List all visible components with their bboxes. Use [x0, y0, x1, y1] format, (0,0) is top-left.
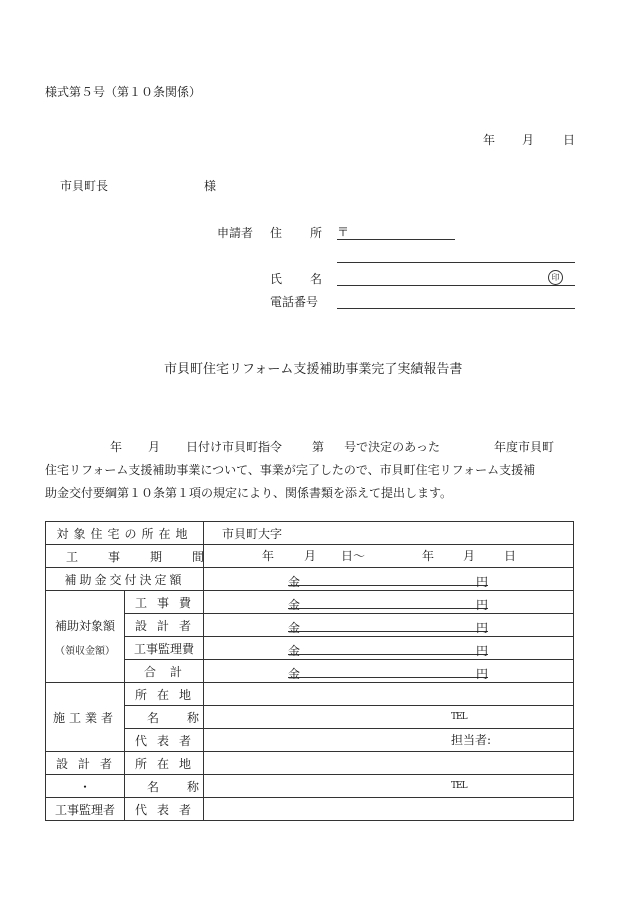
- construction-amount-cell[interactable]: [204, 591, 574, 614]
- subsidy-sub-label: （領収金額）: [55, 645, 115, 657]
- decision-label-cell: [46, 568, 204, 591]
- row-subsidy-supervision: [46, 637, 574, 660]
- decision-kin: 金: [288, 575, 301, 589]
- designer-en: 円: [476, 621, 489, 635]
- supervision-kin: 金: [288, 644, 301, 658]
- body-dai: 第: [312, 440, 325, 454]
- designer-kin: 金: [288, 621, 301, 635]
- supervision-amount-cell[interactable]: [204, 637, 574, 660]
- subsidy-row-designer: 設計者: [125, 614, 204, 637]
- address-label-2: 所: [310, 226, 323, 240]
- designer-label-2: ・: [46, 775, 125, 798]
- report-table: [45, 521, 574, 821]
- name-field[interactable]: [337, 285, 575, 286]
- postal-code-field[interactable]: [337, 239, 455, 240]
- period-month-2: 月: [463, 549, 476, 563]
- body-line-3: 助金交付要綱第１０条第１項の規定により、関係書類を添えて提出します。: [45, 486, 453, 500]
- decision-value-cell[interactable]: [204, 568, 574, 591]
- construction-en: 円: [476, 598, 489, 612]
- period-year-1: 年: [262, 549, 275, 563]
- designer-tel-label: TEL: [451, 781, 467, 791]
- designer-rep-cell[interactable]: [204, 798, 574, 821]
- applicant-label: 申請者: [217, 226, 254, 240]
- designer-address-cell[interactable]: [204, 752, 574, 775]
- designer-address-label: 所在地: [125, 752, 204, 775]
- contractor-name-label: 名称: [125, 706, 204, 729]
- body-nendo: 年度市貝町: [493, 440, 554, 454]
- row-subsidy-construction: [46, 591, 574, 614]
- date-day: 日: [563, 133, 576, 147]
- total-kin: 金: [288, 667, 301, 681]
- period-label-cell: [46, 545, 235, 568]
- contractor-name-cell[interactable]: [204, 706, 574, 729]
- subsidy-label: 補助対象額: [54, 618, 115, 633]
- form-number: 様式第５号（第１０条関係）: [45, 85, 202, 99]
- supervision-en: 円: [476, 644, 489, 658]
- row-subsidy-total: [46, 660, 574, 683]
- row-contractor-name: [46, 706, 574, 729]
- subsidy-row-construction: 工事費: [125, 591, 204, 614]
- total-amount-cell[interactable]: [204, 660, 574, 683]
- period-month-1: 月: [304, 549, 317, 563]
- contractor-address-cell[interactable]: [204, 683, 574, 706]
- date-month: 月: [522, 133, 535, 147]
- period-year-2: 年: [422, 549, 435, 563]
- body-go-text: 号で決定のあった: [344, 440, 440, 454]
- row-designer-rep: [46, 798, 574, 821]
- body-year: 年: [110, 440, 123, 454]
- decision-en: 円: [476, 575, 489, 589]
- name-label-2: 名: [310, 272, 323, 286]
- addressee-name: 市貝町長: [60, 179, 109, 193]
- designer-label-3: 工事監理者: [46, 798, 125, 821]
- location-label: 対象住宅の所在地: [56, 526, 193, 541]
- row-location: [46, 522, 574, 545]
- subsidy-label-cell: [46, 591, 125, 683]
- row-contractor-address: [46, 683, 574, 706]
- seal-icon: 印: [548, 270, 563, 285]
- document-title: 市貝町住宅リフォーム支援補助事業完了実績報告書: [164, 362, 463, 377]
- construction-kin: 金: [288, 598, 301, 612]
- name-label-1: 氏: [270, 272, 283, 286]
- contractor-tel-label: TEL: [451, 712, 467, 722]
- period-day-1: 日～: [341, 549, 366, 563]
- body-month: 月: [148, 440, 161, 454]
- date-year: 年: [483, 133, 496, 147]
- row-contractor-rep: [46, 729, 574, 752]
- body-day-text: 日付け市貝町指令: [186, 440, 283, 454]
- designer-rep-label: 代表者: [125, 798, 204, 821]
- designer-amount-cell[interactable]: [204, 614, 574, 637]
- address-label-1: 住: [270, 226, 283, 240]
- subsidy-row-total: 合計: [125, 660, 204, 683]
- subsidy-row-supervision: 工事監理費: [125, 637, 204, 660]
- row-designer-name: [46, 775, 574, 798]
- body-line-1: [45, 436, 590, 459]
- row-decision: [46, 568, 574, 591]
- total-en: 円: [476, 667, 489, 681]
- body-line-2: 住宅リフォーム支援補助事業について、事業が完了したので、市貝町住宅リフォーム支援補: [45, 463, 536, 477]
- location-value: 市貝町大字: [222, 526, 283, 541]
- location-value-cell[interactable]: [204, 522, 574, 545]
- period-day-2: 日: [504, 549, 517, 563]
- contractor-address-label: 所在地: [125, 683, 204, 706]
- period-value-cell[interactable]: [204, 545, 574, 568]
- row-designer-address: [46, 752, 574, 775]
- designer-name-cell[interactable]: [204, 775, 574, 798]
- row-period: [46, 545, 574, 568]
- period-label: 工事期間: [66, 549, 235, 564]
- address-field[interactable]: [337, 262, 575, 263]
- contractor-label: 施工業者: [46, 683, 125, 752]
- postal-mark: 〒: [337, 225, 350, 239]
- phone-field[interactable]: [337, 308, 575, 309]
- addressee-honorific: 様: [204, 179, 217, 193]
- designer-label-1: 設計者: [46, 752, 125, 775]
- decision-label: 補助金交付決定額: [64, 572, 185, 587]
- contractor-rep-label: 代表者: [125, 729, 204, 752]
- location-label-cell: [46, 522, 204, 545]
- body-paragraph: [45, 436, 590, 505]
- person-in-charge-label: 担当者:: [451, 733, 492, 747]
- designer-name-label: 名称: [125, 775, 204, 798]
- contractor-rep-cell[interactable]: [204, 729, 574, 752]
- row-subsidy-designer: [46, 614, 574, 637]
- phone-label: 電話番号: [270, 295, 319, 309]
